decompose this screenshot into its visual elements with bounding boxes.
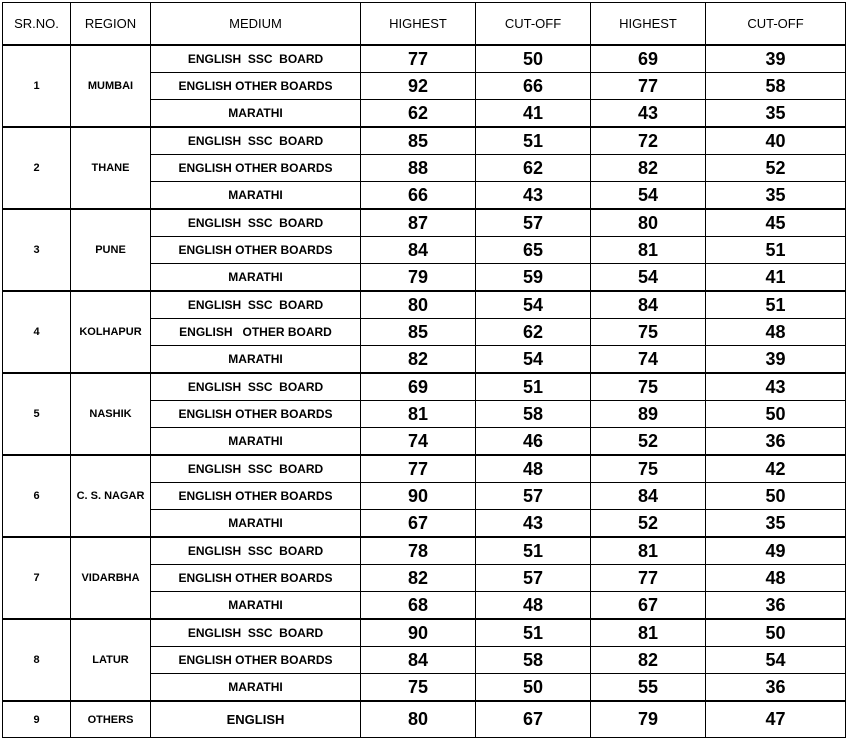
highest-1-cell: 90 bbox=[361, 483, 476, 510]
highest-2-cell: 54 bbox=[591, 264, 706, 292]
sr-no-cell: 4 bbox=[3, 291, 71, 373]
highest-1-cell: 84 bbox=[361, 237, 476, 264]
sr-no-cell: 3 bbox=[3, 209, 71, 291]
sr-no-cell: 5 bbox=[3, 373, 71, 455]
highest-2-cell: 81 bbox=[591, 537, 706, 565]
sr-no-cell: 9 bbox=[3, 701, 71, 738]
medium-cell: ENGLISH SSC BOARD bbox=[151, 373, 361, 401]
region-cell: LATUR bbox=[71, 619, 151, 701]
medium-cell: ENGLISH SSC BOARD bbox=[151, 209, 361, 237]
highest-1-cell: 88 bbox=[361, 155, 476, 182]
medium-cell: ENGLISH SSC BOARD bbox=[151, 291, 361, 319]
highest-1-cell: 84 bbox=[361, 647, 476, 674]
cutoff-1-cell: 54 bbox=[476, 291, 591, 319]
highest-1-cell: 81 bbox=[361, 401, 476, 428]
medium-cell: ENGLISH OTHER BOARDS bbox=[151, 565, 361, 592]
cutoff-1-cell: 51 bbox=[476, 127, 591, 155]
highest-1-cell: 68 bbox=[361, 592, 476, 620]
cutoff-1-cell: 51 bbox=[476, 619, 591, 647]
header-sr-no: SR.NO. bbox=[3, 3, 71, 46]
medium-cell: ENGLISH SSC BOARD bbox=[151, 537, 361, 565]
table-row bbox=[3, 619, 846, 647]
cutoff-2-cell: 41 bbox=[706, 264, 846, 292]
highest-1-cell: 77 bbox=[361, 455, 476, 483]
medium-cell: ENGLISH bbox=[151, 701, 361, 738]
cutoff-1-cell: 59 bbox=[476, 264, 591, 292]
cutoff-1-cell: 51 bbox=[476, 537, 591, 565]
medium-cell: ENGLISH OTHER BOARDS bbox=[151, 647, 361, 674]
highest-1-cell: 74 bbox=[361, 428, 476, 456]
cutoff-2-cell: 35 bbox=[706, 100, 846, 128]
highest-2-cell: 81 bbox=[591, 237, 706, 264]
sr-no-cell: 7 bbox=[3, 537, 71, 619]
highest-1-cell: 69 bbox=[361, 373, 476, 401]
cutoff-2-cell: 49 bbox=[706, 537, 846, 565]
highest-2-cell: 74 bbox=[591, 346, 706, 374]
medium-cell: ENGLISH OTHER BOARDS bbox=[151, 155, 361, 182]
highest-2-cell: 89 bbox=[591, 401, 706, 428]
table-row bbox=[3, 291, 846, 319]
table-row bbox=[3, 455, 846, 483]
sr-no-cell: 1 bbox=[3, 45, 71, 127]
cutoff-1-cell: 62 bbox=[476, 155, 591, 182]
medium-cell: ENGLISH SSC BOARD bbox=[151, 455, 361, 483]
table-body bbox=[3, 45, 846, 738]
cutoff-2-cell: 39 bbox=[706, 346, 846, 374]
cutoff-1-cell: 66 bbox=[476, 73, 591, 100]
cutoff-1-cell: 41 bbox=[476, 100, 591, 128]
sr-no-cell: 6 bbox=[3, 455, 71, 537]
cutoff-2-cell: 36 bbox=[706, 592, 846, 620]
highest-2-cell: 54 bbox=[591, 182, 706, 210]
cutoff-2-cell: 50 bbox=[706, 483, 846, 510]
table-row bbox=[3, 701, 846, 738]
highest-2-cell: 72 bbox=[591, 127, 706, 155]
cutoff-2-cell: 43 bbox=[706, 373, 846, 401]
highest-2-cell: 75 bbox=[591, 455, 706, 483]
cutoff-2-cell: 58 bbox=[706, 73, 846, 100]
medium-cell: ENGLISH OTHER BOARDS bbox=[151, 483, 361, 510]
cutoff-2-cell: 35 bbox=[706, 182, 846, 210]
cutoff-2-cell: 47 bbox=[706, 701, 846, 738]
highest-2-cell: 55 bbox=[591, 674, 706, 702]
highest-1-cell: 75 bbox=[361, 674, 476, 702]
medium-cell: MARATHI bbox=[151, 346, 361, 374]
header-highest-1: HIGHEST bbox=[361, 3, 476, 46]
highest-2-cell: 52 bbox=[591, 428, 706, 456]
cutoff-table bbox=[2, 2, 846, 738]
table-row bbox=[3, 373, 846, 401]
sr-no-cell: 8 bbox=[3, 619, 71, 701]
highest-2-cell: 77 bbox=[591, 73, 706, 100]
highest-2-cell: 82 bbox=[591, 155, 706, 182]
cutoff-1-cell: 51 bbox=[476, 373, 591, 401]
cutoff-2-cell: 51 bbox=[706, 291, 846, 319]
cutoff-1-cell: 67 bbox=[476, 701, 591, 738]
cutoff-2-cell: 51 bbox=[706, 237, 846, 264]
highest-2-cell: 75 bbox=[591, 319, 706, 346]
cutoff-2-cell: 48 bbox=[706, 565, 846, 592]
highest-1-cell: 66 bbox=[361, 182, 476, 210]
cutoff-2-cell: 48 bbox=[706, 319, 846, 346]
cutoff-2-cell: 36 bbox=[706, 428, 846, 456]
header-medium: MEDIUM bbox=[151, 3, 361, 46]
sr-no-cell: 2 bbox=[3, 127, 71, 209]
cutoff-1-cell: 43 bbox=[476, 510, 591, 538]
medium-cell: MARATHI bbox=[151, 100, 361, 128]
cutoff-1-cell: 43 bbox=[476, 182, 591, 210]
highest-1-cell: 92 bbox=[361, 73, 476, 100]
cutoff-1-cell: 50 bbox=[476, 674, 591, 702]
highest-2-cell: 84 bbox=[591, 291, 706, 319]
highest-2-cell: 81 bbox=[591, 619, 706, 647]
highest-1-cell: 82 bbox=[361, 565, 476, 592]
cutoff-1-cell: 58 bbox=[476, 647, 591, 674]
cutoff-1-cell: 54 bbox=[476, 346, 591, 374]
medium-cell: MARATHI bbox=[151, 674, 361, 702]
medium-cell: MARATHI bbox=[151, 264, 361, 292]
highest-1-cell: 77 bbox=[361, 45, 476, 73]
cutoff-1-cell: 50 bbox=[476, 45, 591, 73]
highest-1-cell: 78 bbox=[361, 537, 476, 565]
highest-2-cell: 80 bbox=[591, 209, 706, 237]
cutoff-2-cell: 36 bbox=[706, 674, 846, 702]
highest-1-cell: 79 bbox=[361, 264, 476, 292]
highest-2-cell: 82 bbox=[591, 647, 706, 674]
header-cutoff-1: CUT-OFF bbox=[476, 3, 591, 46]
highest-2-cell: 75 bbox=[591, 373, 706, 401]
region-cell: VIDARBHA bbox=[71, 537, 151, 619]
region-cell: KOLHAPUR bbox=[71, 291, 151, 373]
highest-1-cell: 85 bbox=[361, 127, 476, 155]
medium-cell: MARATHI bbox=[151, 182, 361, 210]
highest-2-cell: 43 bbox=[591, 100, 706, 128]
medium-cell: ENGLISH OTHER BOARDS bbox=[151, 401, 361, 428]
cutoff-2-cell: 40 bbox=[706, 127, 846, 155]
table-row bbox=[3, 127, 846, 155]
table-row bbox=[3, 537, 846, 565]
highest-2-cell: 77 bbox=[591, 565, 706, 592]
cutoff-1-cell: 57 bbox=[476, 565, 591, 592]
highest-2-cell: 79 bbox=[591, 701, 706, 738]
region-cell: THANE bbox=[71, 127, 151, 209]
cutoff-1-cell: 48 bbox=[476, 455, 591, 483]
medium-cell: ENGLISH OTHER BOARDS bbox=[151, 73, 361, 100]
cutoff-1-cell: 57 bbox=[476, 209, 591, 237]
region-cell: PUNE bbox=[71, 209, 151, 291]
cutoff-1-cell: 62 bbox=[476, 319, 591, 346]
cutoff-2-cell: 50 bbox=[706, 619, 846, 647]
header-cutoff-2: CUT-OFF bbox=[706, 3, 846, 46]
medium-cell: ENGLISH SSC BOARD bbox=[151, 619, 361, 647]
region-cell: MUMBAI bbox=[71, 45, 151, 127]
medium-cell: MARATHI bbox=[151, 428, 361, 456]
table-row bbox=[3, 209, 846, 237]
region-cell: C. S. NAGAR bbox=[71, 455, 151, 537]
highest-2-cell: 69 bbox=[591, 45, 706, 73]
region-cell: OTHERS bbox=[71, 701, 151, 738]
region-cell: NASHIK bbox=[71, 373, 151, 455]
cutoff-2-cell: 45 bbox=[706, 209, 846, 237]
header-highest-2: HIGHEST bbox=[591, 3, 706, 46]
cutoff-2-cell: 50 bbox=[706, 401, 846, 428]
table-row bbox=[3, 45, 846, 73]
header-row bbox=[3, 3, 846, 46]
cutoff-1-cell: 58 bbox=[476, 401, 591, 428]
cutoff-2-cell: 39 bbox=[706, 45, 846, 73]
header-region: REGION bbox=[71, 3, 151, 46]
highest-1-cell: 87 bbox=[361, 209, 476, 237]
highest-1-cell: 80 bbox=[361, 701, 476, 738]
highest-1-cell: 90 bbox=[361, 619, 476, 647]
highest-2-cell: 52 bbox=[591, 510, 706, 538]
medium-cell: ENGLISH SSC BOARD bbox=[151, 127, 361, 155]
cutoff-1-cell: 65 bbox=[476, 237, 591, 264]
highest-1-cell: 67 bbox=[361, 510, 476, 538]
medium-cell: ENGLISH SSC BOARD bbox=[151, 45, 361, 73]
highest-1-cell: 82 bbox=[361, 346, 476, 374]
medium-cell: ENGLISH OTHER BOARD bbox=[151, 319, 361, 346]
highest-1-cell: 62 bbox=[361, 100, 476, 128]
cutoff-2-cell: 42 bbox=[706, 455, 846, 483]
medium-cell: ENGLISH OTHER BOARDS bbox=[151, 237, 361, 264]
cutoff-1-cell: 48 bbox=[476, 592, 591, 620]
cutoff-2-cell: 54 bbox=[706, 647, 846, 674]
cutoff-2-cell: 52 bbox=[706, 155, 846, 182]
medium-cell: MARATHI bbox=[151, 592, 361, 620]
highest-1-cell: 85 bbox=[361, 319, 476, 346]
cutoff-1-cell: 57 bbox=[476, 483, 591, 510]
highest-2-cell: 84 bbox=[591, 483, 706, 510]
highest-2-cell: 67 bbox=[591, 592, 706, 620]
cutoff-1-cell: 46 bbox=[476, 428, 591, 456]
medium-cell: MARATHI bbox=[151, 510, 361, 538]
highest-1-cell: 80 bbox=[361, 291, 476, 319]
cutoff-2-cell: 35 bbox=[706, 510, 846, 538]
